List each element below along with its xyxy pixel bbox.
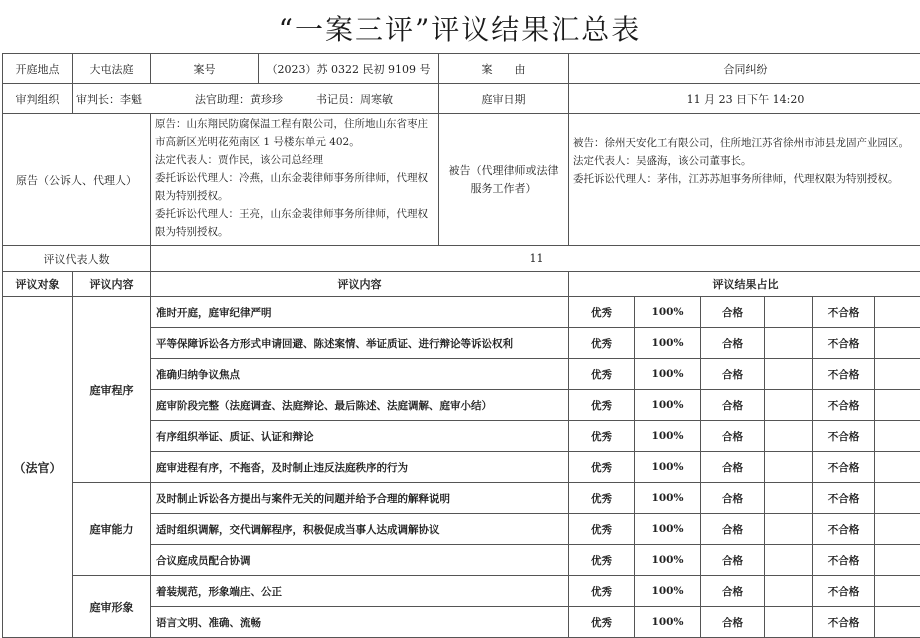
party-line: 委托诉讼代理人：王亮，山东金裴律师事务所律师，代理权限为特别授权。 [155, 205, 434, 241]
excellent-rate: 100% [635, 514, 701, 545]
pass-label: 合格 [701, 328, 765, 359]
defendant-details [569, 114, 920, 246]
pass-label: 合格 [701, 514, 765, 545]
party-line: 被告：徐州天安化工有限公司，住所地江苏省徐州市沛县龙固产业园区。法定代表人：吴盛海，该公司董事长。 [573, 134, 918, 170]
excellent-rate: 100% [635, 452, 701, 483]
fail-label: 不合格 [813, 607, 875, 638]
header-content-category: 评议内容 [73, 272, 151, 297]
criterion-text: 庭审阶段完整（法庭调查、法庭辩论、最后陈述、法庭调解、庭审小结） [151, 390, 569, 421]
criterion-text: 及时制止诉讼各方提出与案件无关的问题并给予合理的解释说明 [151, 483, 569, 514]
header-result: 评议结果占比 [569, 272, 920, 297]
excellent-rate: 100% [635, 421, 701, 452]
excellent-label: 优秀 [569, 576, 635, 607]
fail-label: 不合格 [813, 328, 875, 359]
pass-label: 合格 [701, 607, 765, 638]
evaluation-row [3, 297, 920, 328]
plaintiff-details [151, 114, 439, 246]
fail-label: 不合格 [813, 576, 875, 607]
pass-rate [765, 328, 813, 359]
fail-rate [875, 483, 920, 514]
party-line: 委托诉讼代理人：冷燕，山东金裴律师事务所律师，代理权限为特别授权。 [155, 169, 434, 205]
pass-label: 合格 [701, 421, 765, 452]
pass-rate [765, 514, 813, 545]
criterion-text: 庭审进程有序，不拖沓，及时制止违反法庭秩序的行为 [151, 452, 569, 483]
excellent-rate: 100% [635, 545, 701, 576]
clerk: 书记员：周寒敏 [316, 93, 393, 106]
fail-label: 不合格 [813, 297, 875, 328]
pass-rate [765, 545, 813, 576]
excellent-rate: 100% [635, 297, 701, 328]
party-line: 原告：山东翔民防腐保温工程有限公司，住所地山东省枣庄市高新区光明花苑南区 1 号楼东单元 402。 [155, 115, 434, 151]
pass-rate [765, 359, 813, 390]
excellent-label: 优秀 [569, 421, 635, 452]
pass-rate [765, 576, 813, 607]
pass-label: 合格 [701, 359, 765, 390]
excellent-rate: 100% [635, 576, 701, 607]
defendant-label: 被告（代理律师或法律服务工作者） [439, 114, 569, 246]
excellent-label: 优秀 [569, 545, 635, 576]
excellent-rate: 100% [635, 328, 701, 359]
criterion-text: 准确归纳争议焦点 [151, 359, 569, 390]
fail-label: 不合格 [813, 514, 875, 545]
criterion-text: 语言文明、准确、流畅 [151, 607, 569, 638]
fail-rate [875, 359, 920, 390]
cause-label: 案 由 [439, 54, 569, 84]
pass-rate [765, 607, 813, 638]
fail-rate [875, 514, 920, 545]
pass-rate [765, 421, 813, 452]
pass-rate [765, 390, 813, 421]
fail-label: 不合格 [813, 359, 875, 390]
assistant: 法官助理：黄珍珍 [195, 93, 283, 106]
pass-label: 合格 [701, 452, 765, 483]
fail-label: 不合格 [813, 421, 875, 452]
header-content: 评议内容 [151, 272, 569, 297]
header-object: 评议对象 [3, 272, 73, 297]
party-line: 法定代表人：贾作民，该公司总经理 [155, 151, 434, 169]
pass-label: 合格 [701, 576, 765, 607]
excellent-label: 优秀 [569, 483, 635, 514]
summary-table [2, 53, 920, 638]
panel-members [73, 84, 439, 114]
judge: 审判长：李魁 [76, 93, 142, 106]
reviewer-count-label: 评议代表人数 [3, 246, 151, 272]
pass-rate [765, 452, 813, 483]
fail-rate [875, 390, 920, 421]
hearing-date-label: 庭审日期 [439, 84, 569, 114]
fail-rate [875, 607, 920, 638]
criterion-text: 合议庭成员配合协调 [151, 545, 569, 576]
criterion-text: 平等保障诉讼各方形式申请回避、陈述案情、举证质证、进行辩论等诉讼权利 [151, 328, 569, 359]
criterion-text: 准时开庭，庭审纪律严明 [151, 297, 569, 328]
fail-label: 不合格 [813, 452, 875, 483]
pass-label: 合格 [701, 483, 765, 514]
evaluation-object: （法官） [3, 297, 73, 638]
excellent-rate: 100% [635, 483, 701, 514]
cause: 合同纠纷 [569, 54, 920, 84]
category-name: 庭审形象 [73, 576, 151, 638]
court-location-label: 开庭地点 [3, 54, 73, 84]
criterion-text: 有序组织举证、质证、认证和辩论 [151, 421, 569, 452]
excellent-label: 优秀 [569, 390, 635, 421]
pass-label: 合格 [701, 297, 765, 328]
court-location: 大屯法庭 [73, 54, 151, 84]
case-no-label: 案号 [151, 54, 259, 84]
fail-rate [875, 421, 920, 452]
category-name: 庭审程序 [73, 297, 151, 483]
excellent-rate: 100% [635, 607, 701, 638]
pass-label: 合格 [701, 390, 765, 421]
excellent-label: 优秀 [569, 359, 635, 390]
excellent-rate: 100% [635, 359, 701, 390]
fail-rate [875, 452, 920, 483]
fail-label: 不合格 [813, 545, 875, 576]
page-title: “一案三评”评议结果汇总表 [0, 8, 920, 48]
fail-rate [875, 545, 920, 576]
excellent-label: 优秀 [569, 514, 635, 545]
fail-rate [875, 576, 920, 607]
pass-label: 合格 [701, 545, 765, 576]
fail-rate [875, 297, 920, 328]
fail-label: 不合格 [813, 483, 875, 514]
party-line: 委托诉讼代理人：茅伟，江苏苏旭事务所律师，代理权限为特别授权。 [573, 170, 918, 188]
evaluation-row [3, 483, 920, 514]
excellent-label: 优秀 [569, 297, 635, 328]
plaintiff-label: 原告（公诉人、代理人） [3, 114, 151, 246]
category-name: 庭审能力 [73, 483, 151, 576]
pass-rate [765, 483, 813, 514]
criterion-text: 适时组织调解，交代调解程序，积极促成当事人达成调解协议 [151, 514, 569, 545]
case-no: （2023）苏 0322 民初 9109 号 [259, 54, 439, 84]
fail-label: 不合格 [813, 390, 875, 421]
reviewer-count: 11 [151, 246, 920, 272]
fail-rate [875, 328, 920, 359]
pass-rate [765, 297, 813, 328]
excellent-label: 优秀 [569, 328, 635, 359]
evaluation-row [3, 576, 920, 607]
panel-label: 审判组织 [3, 84, 73, 114]
excellent-label: 优秀 [569, 607, 635, 638]
excellent-label: 优秀 [569, 452, 635, 483]
criterion-text: 着装规范，形象端庄、公正 [151, 576, 569, 607]
hearing-date: 11 月 23 日下午 14:20 [569, 84, 920, 114]
excellent-rate: 100% [635, 390, 701, 421]
